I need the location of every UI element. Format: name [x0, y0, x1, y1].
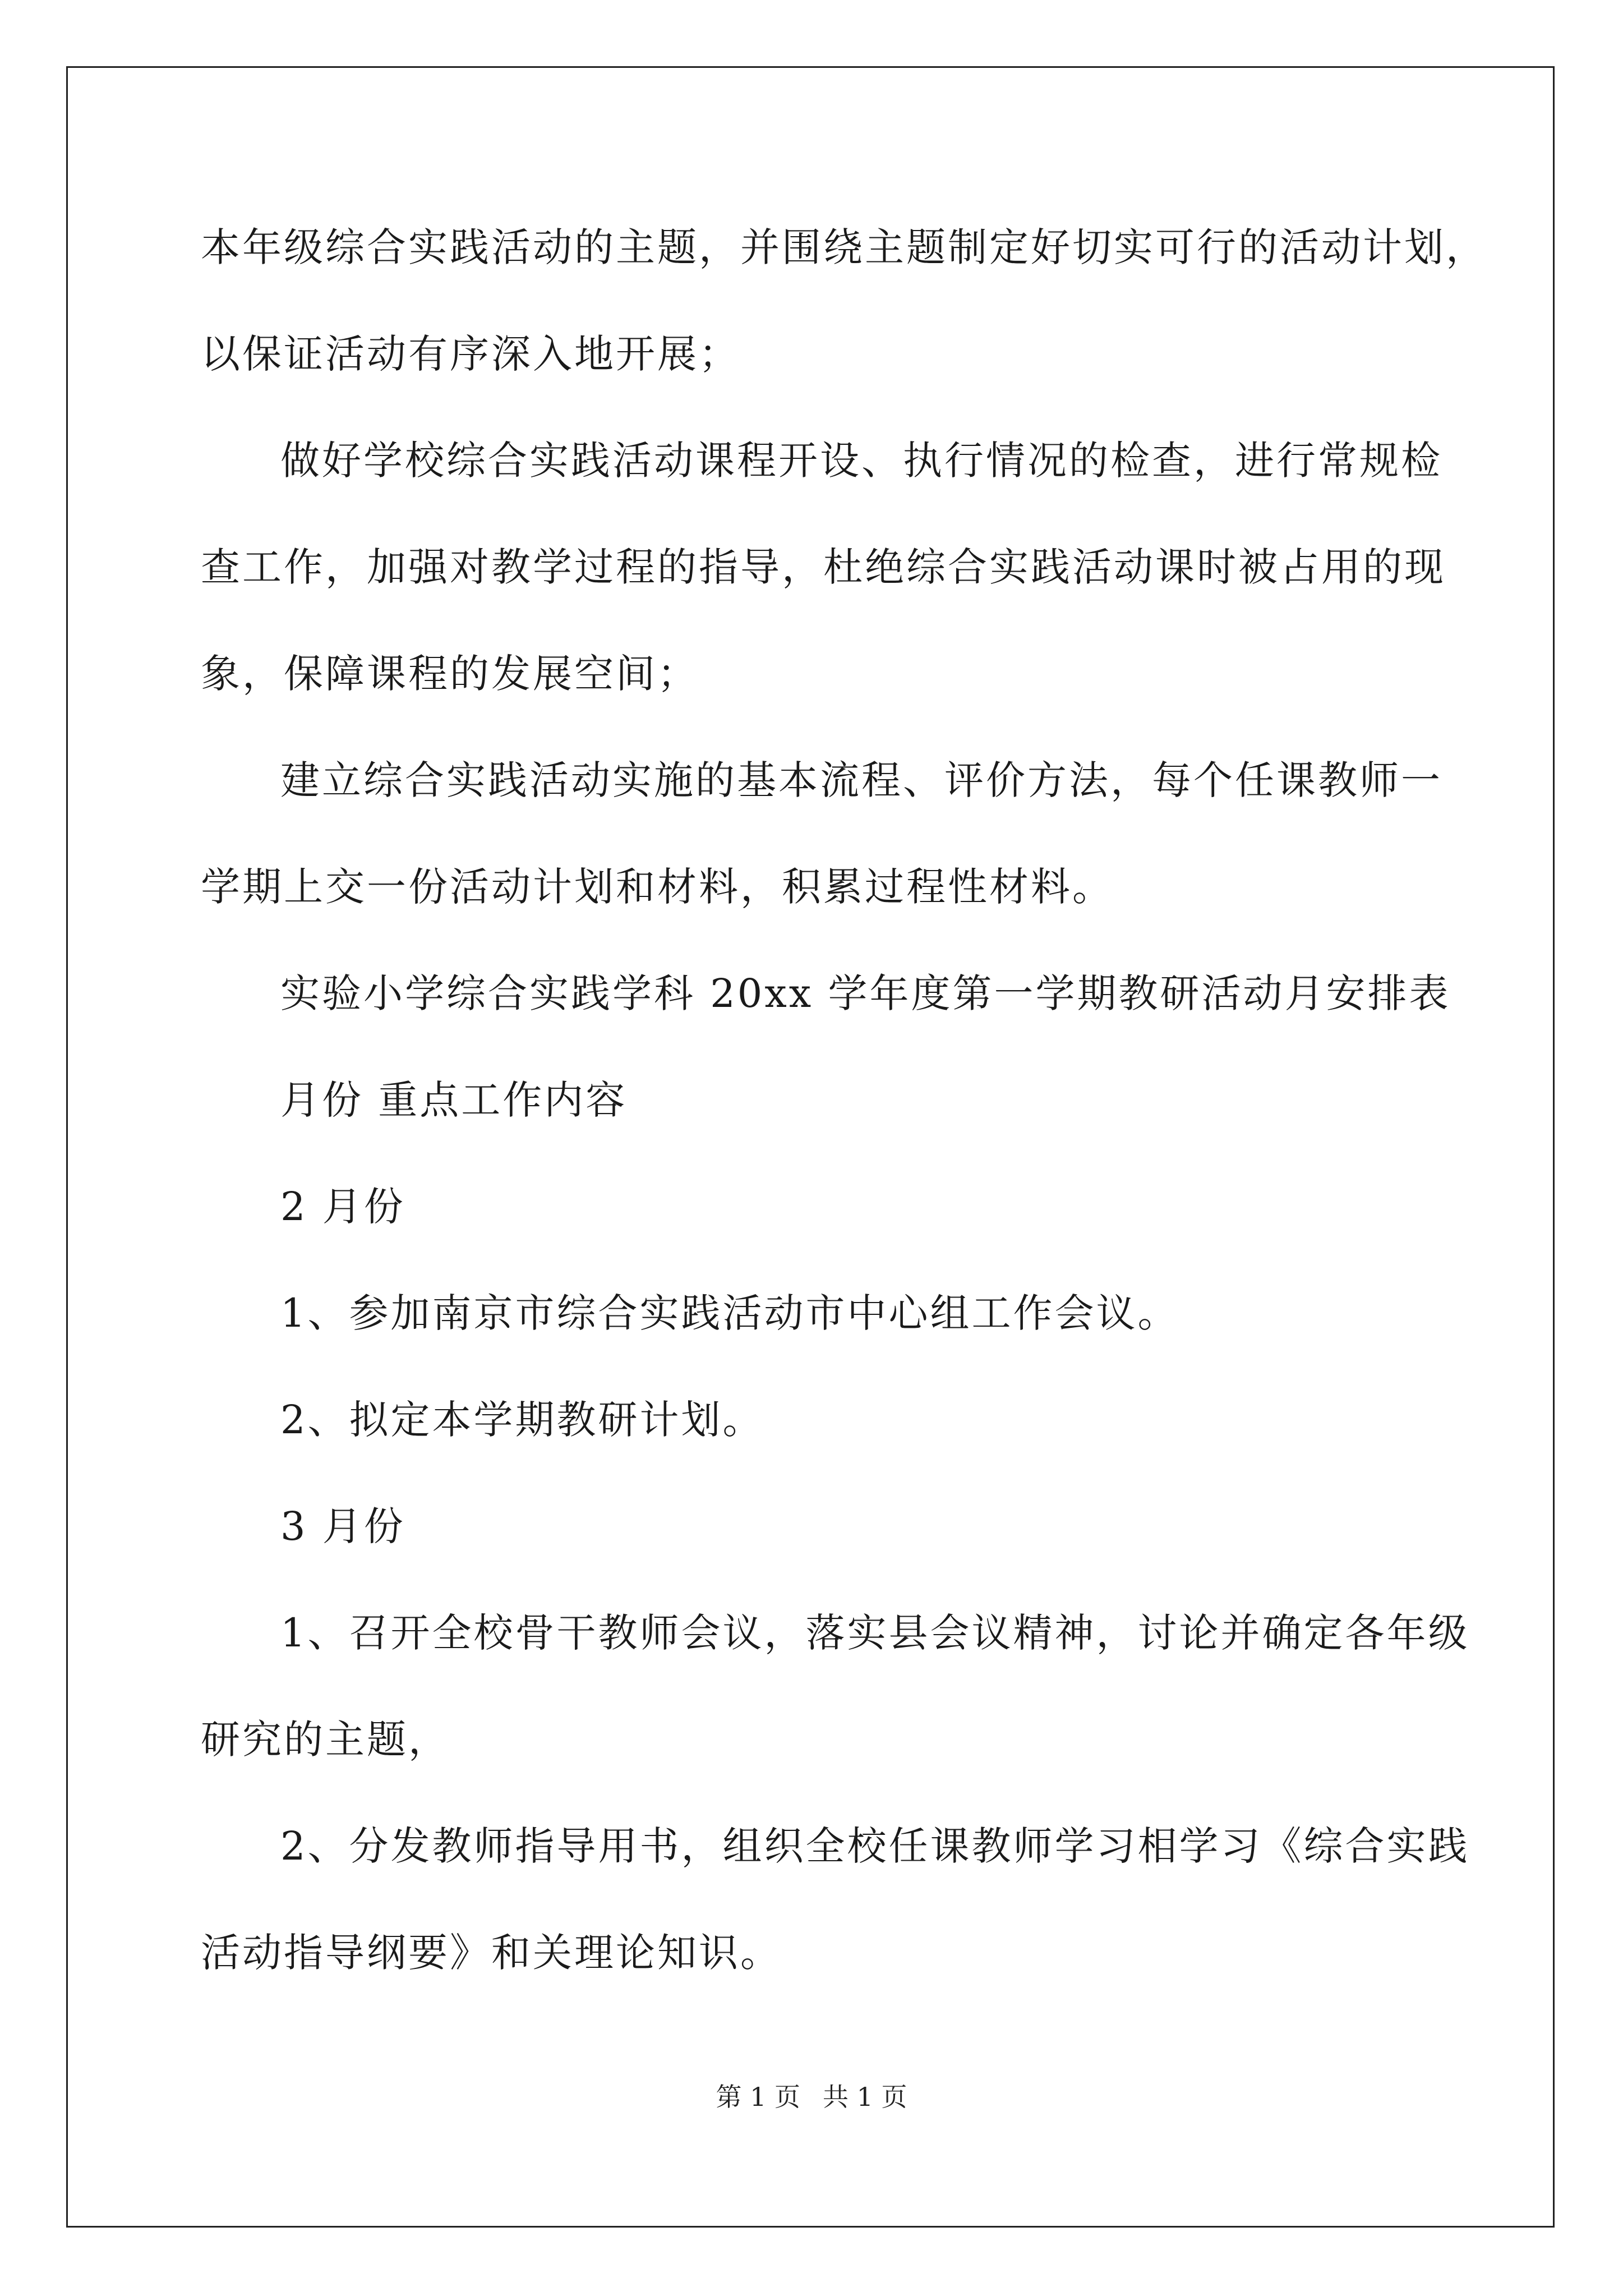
text-line: 实验小学综合实践学科 20xx 学年度第一学期教研活动月安排表: [280, 970, 1451, 1016]
page-number-total: 共 1 页: [823, 2082, 907, 2112]
document-body: [201, 194, 1487, 2006]
text-line: 研究的主题，: [201, 1717, 450, 1763]
page-footer: [0, 2080, 1623, 2114]
text-line: 月份 重点工作内容: [280, 1077, 628, 1123]
paragraph: [201, 727, 1446, 940]
text-line: 建立综合实践活动实施的基本流程、评价方法，每个任课教师一: [280, 757, 1442, 803]
text-line: 1、参加南京市综合实践活动市中心组工作会议。: [280, 1290, 1179, 1336]
text-line: 本年级综合实践活动的主题，并围绕主题制定好切实可行的活动计划，: [201, 224, 1487, 270]
paragraph: [201, 194, 1487, 407]
text-line: 活动指导纲要》和关理论知识。: [201, 1930, 782, 1976]
month-heading: [201, 1473, 1446, 1580]
list-item: [201, 1260, 1446, 1366]
text-line: 做好学校综合实践活动课程开设、执行情况的检查，进行常规检: [280, 438, 1442, 484]
text-line: 2 月份: [280, 1184, 405, 1230]
page-number-current: 第 1 页: [716, 2082, 800, 2112]
list-item: [201, 1793, 1470, 2006]
text-line: 象，保障课程的发展空间；: [201, 651, 699, 697]
text-line: 2、分发教师指导用书，组织全校任课教师学习相学习《综合实践: [280, 1823, 1470, 1869]
table-title: [201, 940, 1451, 1047]
text-line: 1、召开全校骨干教师会议，落实县会议精神，讨论并确定各年级: [280, 1610, 1470, 1656]
text-line: 3 月份: [280, 1503, 405, 1549]
month-heading: [201, 1153, 1446, 1260]
text-line: 查工作，加强对教学过程的指导，杜绝综合实践活动课时被占用的现: [201, 544, 1446, 590]
table-header: [201, 1047, 1446, 1153]
list-item: [201, 1580, 1470, 1793]
text-line: 2、拟定本学期教研计划。: [280, 1397, 764, 1443]
list-item: [201, 1366, 1446, 1473]
text-line: 以保证活动有序深入地开展；: [201, 331, 740, 377]
paragraph: [201, 407, 1446, 727]
text-line: 学期上交一份活动计划和材料，积累过程性材料。: [201, 864, 1114, 910]
